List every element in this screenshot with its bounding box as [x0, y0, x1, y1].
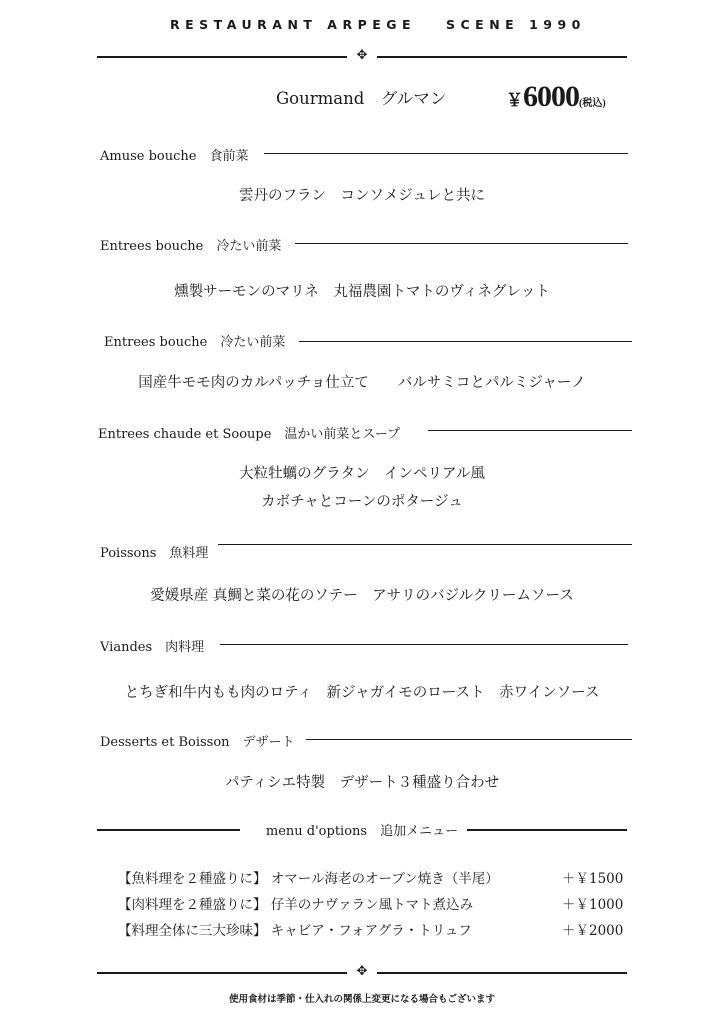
- options-header: [97, 820, 627, 840]
- section-header: [100, 636, 628, 654]
- section-label: Entrees chaude et Sooupe 温かい前菜とスープ: [98, 427, 401, 442]
- dish-item: パティシエ特製 デザート３種盛り合わせ: [224, 775, 500, 791]
- dish-item: 愛媛県産 真鯛と菜の花のソテー アサリのバジルクリームソース: [150, 588, 574, 604]
- section-label: Entrees bouche 冷たい前菜: [104, 335, 286, 350]
- options-label: menu d'options 追加メニュー: [265, 824, 459, 839]
- dish-item: 国産牛モモ肉のカルパッチョ仕立て バルサミコとパルミジャーノ: [138, 375, 586, 391]
- course-price: [506, 80, 606, 114]
- option-name: 【肉料理を２種盛りに】 仔羊のナヴァラン風トマト煮込み: [118, 897, 474, 913]
- price-value: 6000: [523, 80, 579, 113]
- dish-item: カボチャとコーンのポタージュ: [261, 494, 463, 510]
- restaurant-name: RESTAURANT ARPEGE: [170, 17, 417, 32]
- top-ornament-divider: [97, 48, 627, 63]
- section-header: [100, 235, 628, 253]
- option-row: [118, 893, 624, 913]
- section-header: [98, 423, 632, 441]
- fleuron-icon: ✥: [356, 48, 368, 63]
- section-header: [100, 731, 632, 749]
- section-label: Entrees bouche 冷たい前菜: [100, 239, 282, 254]
- dish-item: 大粒牡蠣のグラタン インペリアル風: [239, 466, 485, 482]
- option-name: 【料理全体に三大珍味】 キャビア・フォアグラ・トリュフ: [118, 923, 472, 939]
- section-header: [100, 542, 632, 560]
- fleuron-icon: ✥: [356, 964, 368, 979]
- scene-label: SCENE 1990: [446, 17, 586, 32]
- section-header: [104, 331, 632, 349]
- option-price: ＋￥1000: [562, 897, 624, 913]
- section-label: Amuse bouche 食前菜: [100, 149, 249, 164]
- option-price: ＋￥1500: [562, 871, 624, 887]
- section-label: Viandes 肉料理: [100, 640, 205, 655]
- bottom-ornament-divider: [97, 964, 627, 979]
- dish-item: 燻製サーモンのマリネ 丸福農園トマトのヴィネグレット: [174, 284, 550, 300]
- option-name: 【魚料理を２種盛りに】 オマール海老のオーブン焼き（半尾）: [118, 871, 499, 887]
- option-row: [118, 919, 624, 939]
- dish-item: 雲丹のフラン コンソメジュレと共に: [239, 188, 485, 204]
- section-label: Desserts et Boisson デザート: [100, 735, 295, 750]
- dish-item: とちぎ和牛内もも肉のロティ 新ジャガイモのロースト 赤ワインソース: [124, 685, 600, 701]
- course-title: Gourmand グルマン: [276, 89, 447, 108]
- footnote: 使用食材は季節・仕入れの関係上変更になる場合もございます: [228, 994, 495, 1005]
- section-header: [100, 145, 628, 163]
- currency-symbol: ￥: [506, 91, 523, 110]
- option-price: ＋￥2000: [562, 923, 624, 939]
- section-label: Poissons 魚料理: [100, 546, 209, 561]
- tax-note: (税込): [579, 98, 606, 109]
- option-row: [118, 867, 624, 887]
